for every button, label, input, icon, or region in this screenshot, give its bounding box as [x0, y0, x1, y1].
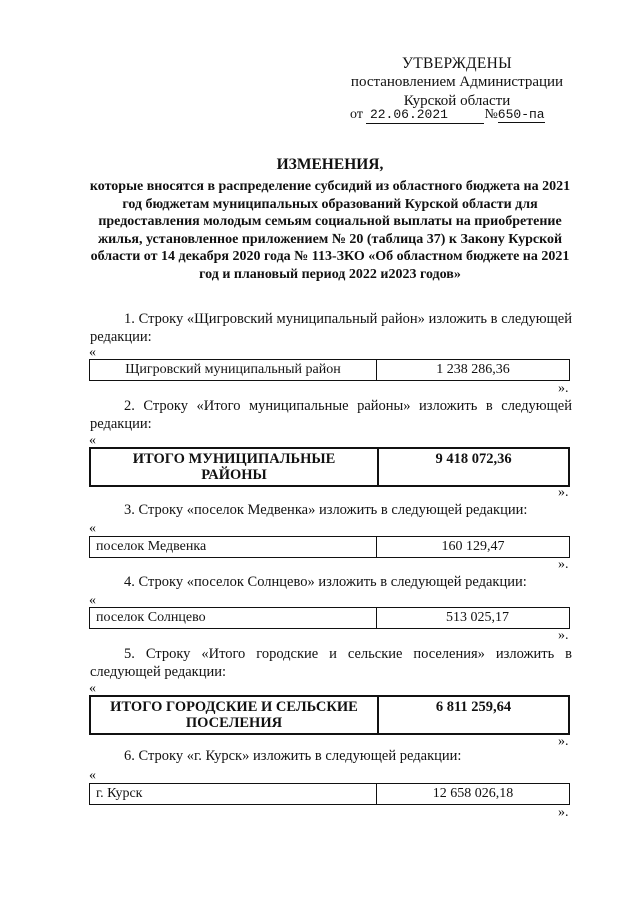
item-4-text: 4. Строку «поселок Солнцево» изложить в следующей редакции:: [124, 574, 527, 590]
item-1-text: 1. Строку «Щигровский муниципальный район» изложить в следующей редакции:: [90, 311, 572, 345]
row-value: 1 238 286,36: [377, 360, 570, 381]
number-prefix: №: [484, 107, 498, 122]
table-row: [90, 360, 570, 381]
document-title: ИЗМЕНЕНИЯ,: [276, 156, 384, 173]
date-prefix: от: [350, 107, 363, 122]
close-quote: ».: [558, 734, 569, 749]
table-row: [90, 448, 569, 486]
table-row: [90, 784, 570, 805]
row-value: 513 025,17: [377, 608, 570, 629]
row-name: поселок Солнцево: [90, 608, 377, 629]
document-number: 650-па: [497, 107, 545, 122]
open-quote: «: [89, 593, 96, 608]
item-6-table: [89, 783, 570, 805]
open-quote: «: [89, 433, 96, 448]
close-quote: ».: [558, 805, 569, 820]
document-date: 22.06.2021: [369, 107, 448, 122]
table-row: [90, 537, 570, 558]
open-quote: «: [89, 768, 96, 783]
item-5-table: [89, 695, 570, 735]
row-value: 6 811 259,64: [378, 696, 569, 734]
item-6-text: 6. Строку «г. Курск» изложить в следующей редакции:: [124, 748, 462, 764]
approval-block: [342, 54, 572, 111]
item-5-text: 5. Строку «Итого городские и сельские поселения» изложить в следующей редакции:: [90, 646, 572, 680]
item-2-text: 2. Строку «Итого муниципальные районы» изложить в следующей редакции:: [90, 398, 572, 432]
open-quote: «: [89, 345, 96, 360]
table-row: [90, 608, 570, 629]
close-quote: ».: [558, 557, 569, 572]
approval-line-2: постановлением Администрации: [350, 74, 564, 90]
date-number-line: [350, 107, 570, 124]
close-quote: ».: [558, 381, 569, 396]
item-2-table: [89, 447, 570, 487]
item-3-table: [89, 536, 570, 558]
table-row: [90, 696, 569, 734]
open-quote: «: [89, 681, 96, 696]
approved-heading: УТВЕРЖДЕНЫ: [402, 55, 512, 72]
approval-line-3: Курской области: [403, 93, 511, 109]
item-4-table: [89, 607, 570, 629]
row-name: г. Курск: [90, 784, 377, 805]
open-quote: «: [89, 521, 96, 536]
item-3-text: 3. Строку «поселок Медвенка» изложить в следующей редакции:: [124, 502, 528, 518]
row-name: ИТОГО ГОРОДСКИЕ И СЕЛЬСКИЕ ПОСЕЛЕНИЯ: [90, 696, 378, 734]
close-quote: ».: [558, 485, 569, 500]
row-value: 12 658 026,18: [377, 784, 570, 805]
close-quote: ».: [558, 628, 569, 643]
row-name: Щигровский муниципальный район: [90, 360, 377, 381]
row-value: 9 418 072,36: [378, 448, 569, 486]
row-name: ИТОГО МУНИЦИПАЛЬНЫЕ РАЙОНЫ: [90, 448, 378, 486]
item-1-table: [89, 359, 570, 381]
document-subtitle: которые вносятся в распределение субсидий из областного бюджета на 2021 год бюджетам муниципальных образований Курской области для предоставления молодым семьям социальной выплаты на приобретение жилья, установленное приложением № 20 (таблица 37) к Закону Курской области от 14 декабря 2020 года № 113-ЗКО «Об областном бюджете на 2021 год и плановый период 2022 и2023 годов»: [89, 179, 571, 282]
row-value: 160 129,47: [377, 537, 570, 558]
row-name: поселок Медвенка: [90, 537, 377, 558]
